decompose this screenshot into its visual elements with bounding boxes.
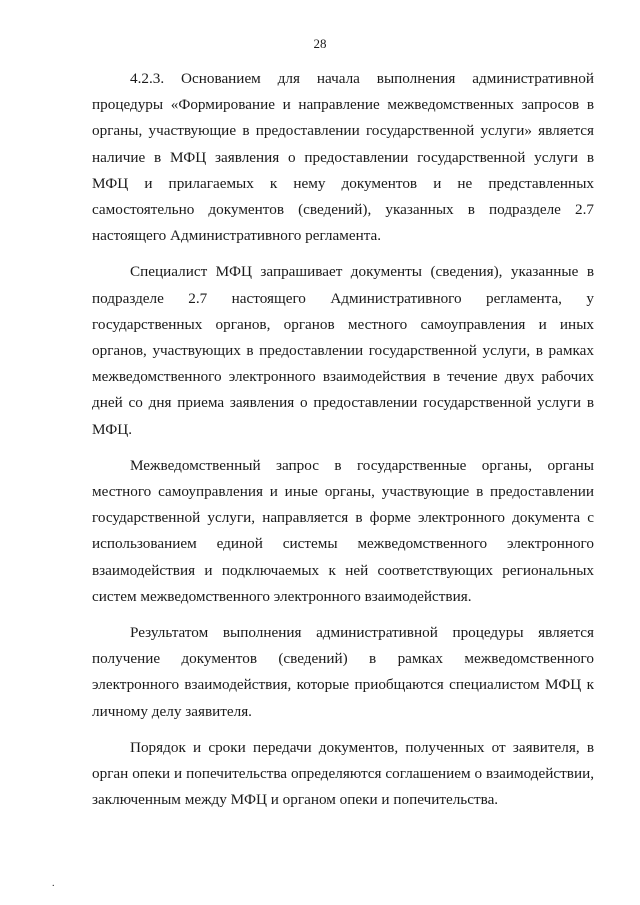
document-body — [92, 66, 594, 823]
scan-mark: . — [52, 878, 55, 889]
paragraph-basis: 4.2.3. Основанием для начала выполнения административной процедуры «Формирование и направление межведомственных запросов в органы, участвующие в предоставлении государственной услуги» является наличие в МФЦ заявления о предоставлении государственной услуги в МФЦ и прилагаемых к нему документов и не представленных самостоятельно документов (сведений), указанных в подразделе 2.7 настоящего Административного регламента. — [92, 70, 594, 245]
page-number: 28 — [313, 36, 327, 51]
paragraph-result: Результатом выполнения административной процедуры является получение документов (сведений) в рамках межведомственного электронного взаимодействия, которые приобщаются специалистом МФЦ к личному делу заявителя. — [92, 624, 594, 720]
paragraph-interagency-request: Межведомственный запрос в государственные органы, органы местного самоуправления и иные органы, участвующие в предоставлении государственной услуги, направляется в форме электронного документа с использованием единой системы межведомственного электронного взаимодействия и подключаемых к ней соответствующих региональных систем межведомственного электронного взаимодействия. — [92, 456, 594, 605]
paragraph-transfer-procedure: Порядок и сроки передачи документов, полученных от заявителя, в орган опеки и попечительства определяются соглашением о взаимодействии, заключенным между МФЦ и органом опеки и попечительства. — [92, 738, 594, 809]
paragraph-specialist-request: Специалист МФЦ запрашивает документы (сведения), указанные в подразделе 2.7 настоящего Административного регламента, у государственных органов, органов местного самоуправления и иных органов, участвующих в предоставлении государственной услуги, в рамках межведомственного электронного взаимодействия в течение двух рабочих дней со дня приема заявления о предоставлении государственной услуги в МФЦ. — [92, 263, 594, 438]
